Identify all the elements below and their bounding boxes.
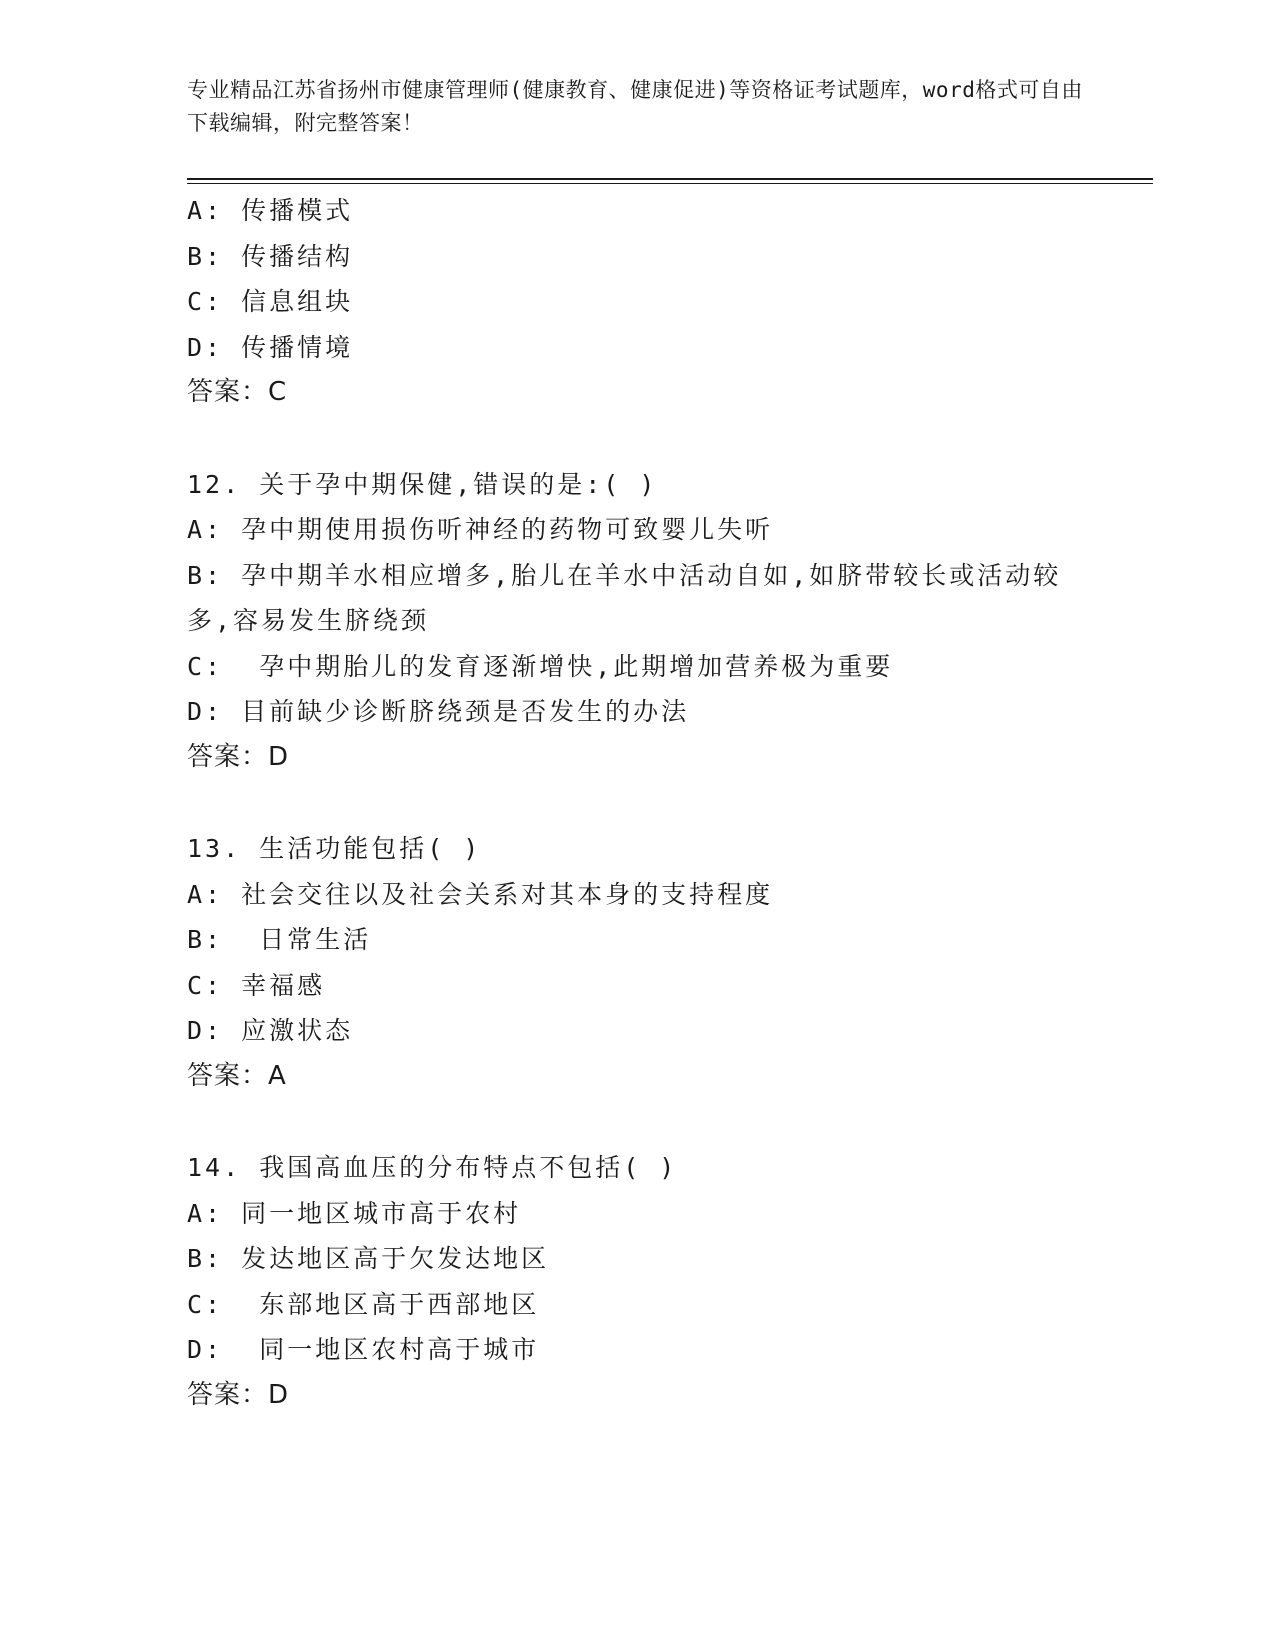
option-a: A: 同一地区城市高于农村 xyxy=(187,1198,522,1228)
header-rule-thin xyxy=(187,183,1153,184)
answer-line: 答案：D xyxy=(187,1379,290,1410)
option-b: B: 传播结构 xyxy=(187,241,354,271)
question-title: 13. 生活功能包括( ) xyxy=(187,834,482,863)
option-c: C: 孕中期胎儿的发育逐渐增快,此期增加营养极为重要 xyxy=(187,651,894,681)
document-content xyxy=(187,188,1087,1418)
question-14-block xyxy=(187,1145,1087,1418)
option-c: C: 幸福感 xyxy=(187,970,326,1000)
question-12-block xyxy=(187,462,1087,781)
option-a: A: 社会交往以及社会关系对其本身的支持程度 xyxy=(187,879,774,909)
header-rule-thick xyxy=(187,178,1153,180)
option-c: C: 东部地区高于西部地区 xyxy=(187,1289,540,1319)
prev-question-block xyxy=(187,188,1087,416)
question-13-block xyxy=(187,826,1087,1099)
option-b: B: 发达地区高于欠发达地区 xyxy=(187,1244,550,1273)
question-title: 14. 我国高血压的分布特点不包括( ) xyxy=(187,1153,678,1182)
option-b: B: 日常生活 xyxy=(187,925,372,954)
question-title: 12. 关于孕中期保健,错误的是:( ) xyxy=(187,469,658,499)
option-b: B: 孕中期羊水相应增多,胎儿在羊水中活动自如,如脐带较长或活动较多,容易发生脐绕颈 xyxy=(187,560,1062,635)
option-d: D: 目前缺少诊断脐绕颈是否发生的办法 xyxy=(187,697,690,726)
option-c: C: 信息组块 xyxy=(187,287,354,316)
option-a: A: 传播模式 xyxy=(187,196,354,225)
document-header: 专业精品江苏省扬州市健康管理师(健康教育、健康促进)等资格证考试题库，word格式可自由下载编辑，附完整答案！ xyxy=(187,78,1083,135)
option-d: D: 传播情境 xyxy=(187,332,354,362)
option-d: D: 应激状态 xyxy=(187,1016,354,1045)
answer-line: 答案：C xyxy=(187,377,288,407)
answer-line: 答案：D xyxy=(187,741,290,772)
option-a: A: 孕中期使用损伤听神经的药物可致婴儿失听 xyxy=(187,515,774,544)
option-d: D: 同一地区农村高于城市 xyxy=(187,1335,540,1364)
answer-line: 答案：A xyxy=(187,1060,287,1091)
